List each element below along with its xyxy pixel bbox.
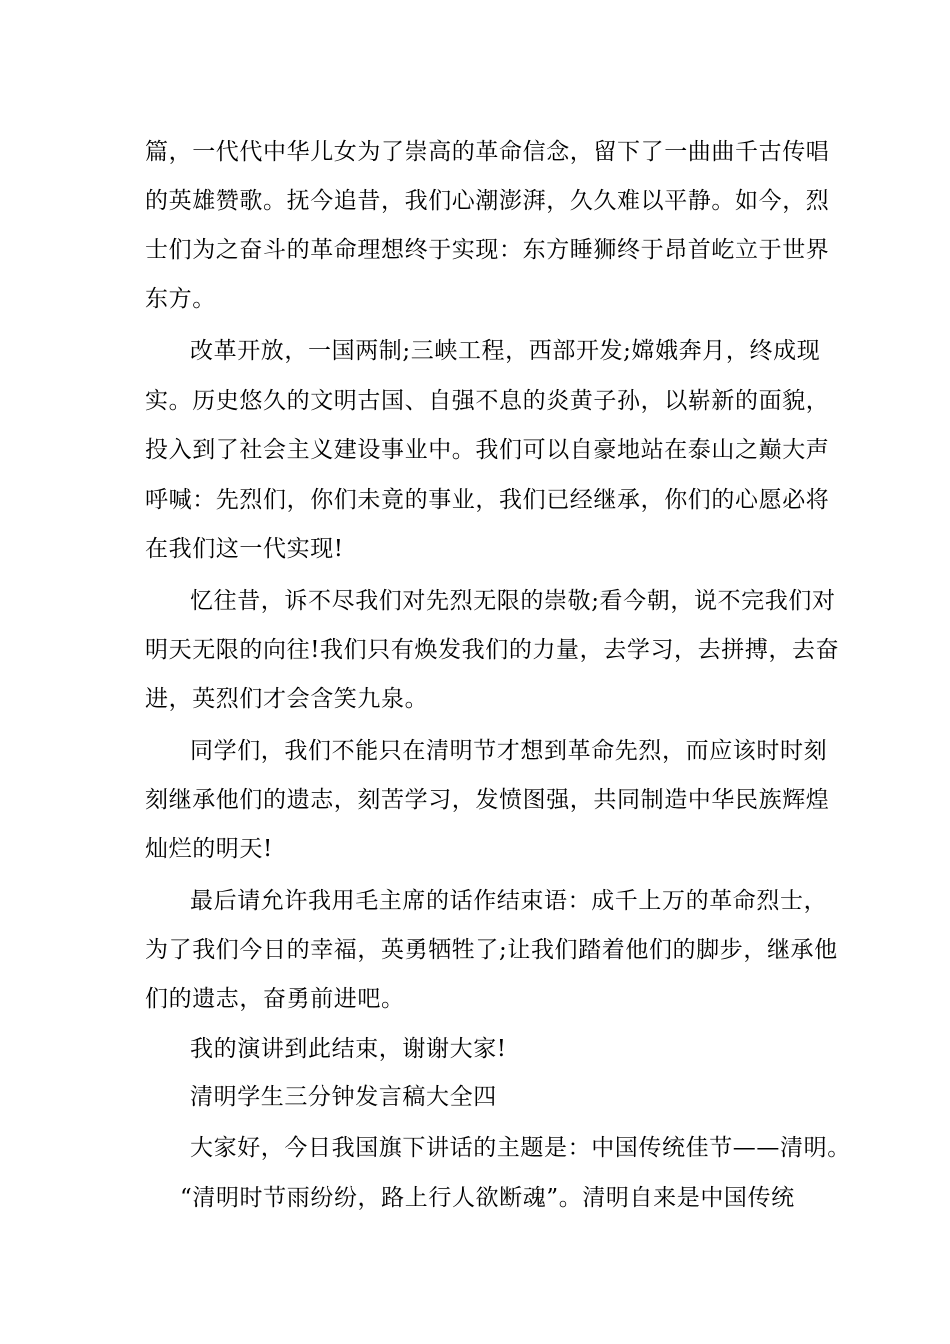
text-line: 在我们这一代实现! [145, 536, 344, 562]
text-line: 改革开放，一国两制;三峡工程，西部开发;嫦娥奔月，终成现 [190, 338, 821, 364]
text-line: 忆往昔，诉不尽我们对先烈无限的崇敬;看今朝，说不完我们对 [190, 588, 836, 614]
text-line: “清明时节雨纷纷，路上行人欲断魂”。清明自来是中国传统 [180, 1185, 795, 1211]
text-line: 大家好，今日我国旗下讲话的主题是：中国传统佳节——清明。 [190, 1135, 851, 1161]
text-line: 篇，一代代中华儿女为了崇高的革命信念，留下了一曲曲千古传唱 [145, 139, 830, 165]
text-line: 我的演讲到此结束，谢谢大家! [190, 1036, 507, 1062]
text-line: 呼喊：先烈们，你们未竟的事业，我们已经继承，你们的心愿必将 [145, 487, 830, 513]
text-line: 刻继承他们的遗志，刻苦学习，发愤图强，共同制造中华民族辉煌 [145, 787, 830, 813]
text-line: 灿烂的明天! [145, 836, 273, 862]
section-heading: 清明学生三分钟发言稿大全四 [190, 1084, 497, 1110]
text-line: 们的遗志，奋勇前进吧。 [145, 986, 405, 1012]
text-line: 东方。 [145, 286, 216, 312]
text-line: 明天无限的向往!我们只有焕发我们的力量，去学习，去拼搏，去奋 [145, 637, 840, 663]
text-line: 进，英烈们才会含笑九泉。 [145, 686, 429, 712]
text-line: 实。历史悠久的文明古国、自强不息的炎黄子孙，以崭新的面貌， [145, 388, 830, 414]
text-line: 的英雄赞歌。抚今追昔，我们心潮澎湃，久久难以平静。如今，烈 [145, 188, 830, 214]
text-line: 同学们，我们不能只在清明节才想到革命先烈，而应该时时刻 [190, 738, 828, 764]
text-line: 最后请允许我用毛主席的话作结束语：成千上万的革命烈士， [190, 888, 828, 914]
text-line: 投入到了社会主义建设事业中。我们可以自豪地站在泰山之巅大声 [145, 437, 830, 463]
text-line: 为了我们今日的幸福，英勇牺牲了;让我们踏着他们的脚步，继承他 [145, 937, 838, 963]
text-line: 士们为之奋斗的革命理想终于实现：东方睡狮终于昂首屹立于世界 [145, 237, 830, 263]
